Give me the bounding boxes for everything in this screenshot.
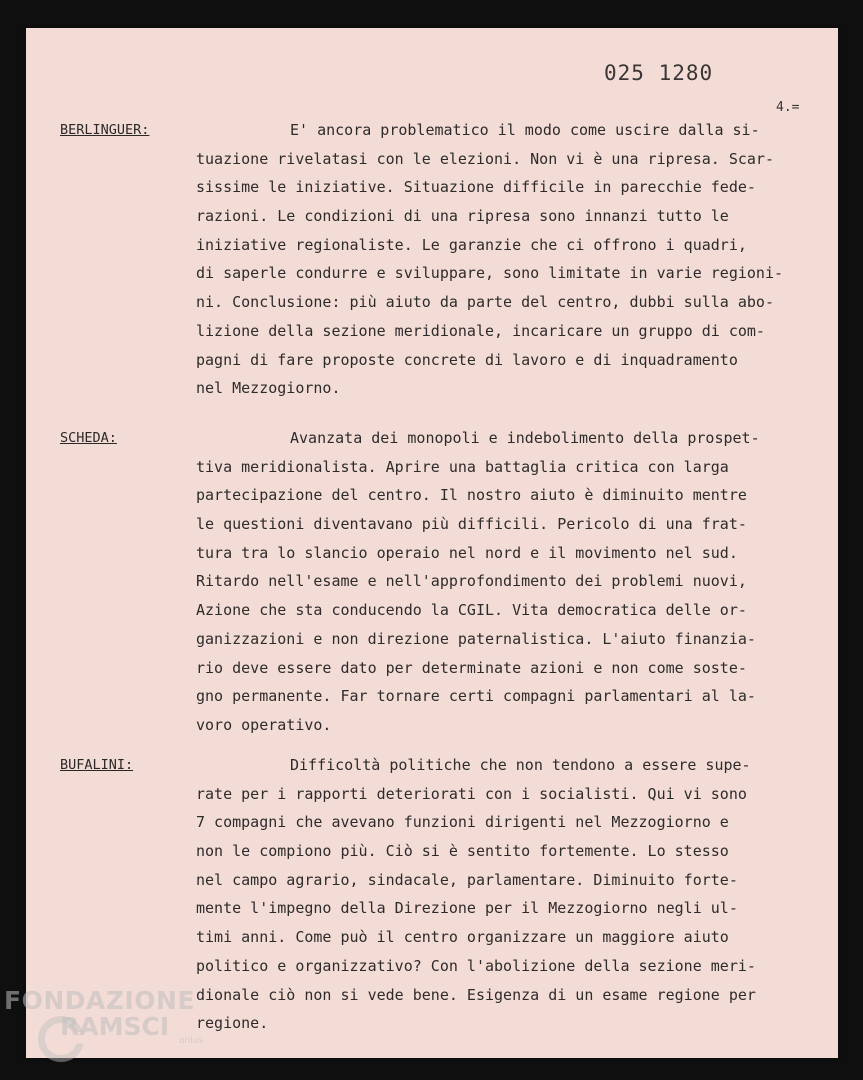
speech-line: non le compiono più. Ciò si è sentito fortemente. Lo stesso	[196, 842, 729, 861]
fondazione-gramsci-logo	[4, 988, 203, 1046]
logo-line-1: FONDAZIONE	[4, 986, 196, 1015]
speech-line: Avanzata dei monopoli e indebolimento della prospet-	[290, 429, 760, 447]
speech-line: gno permanente. Far tornare certi compagni parlamentari al la-	[196, 687, 756, 706]
speech-line: tura tra lo slancio operaio nel nord e il movimento nel sud.	[196, 543, 738, 562]
speaker-berlinguer: BERLINGUER:	[60, 122, 150, 138]
speech-line: nel Mezzogiorno.	[196, 379, 341, 398]
speech-line: voro operativo.	[196, 715, 332, 734]
speech-line: Azione che sta conducendo la CGIL. Vita democratica delle or-	[196, 601, 747, 620]
speech-line: sissime le iniziative. Situazione difficile in parecchie fede-	[196, 178, 756, 197]
speech-line: tuazione rivelatasi con le elezioni. Non vi è una ripresa. Scar-	[196, 149, 774, 168]
speech-line: nel campo agrario, sindacale, parlamentare. Diminuito forte-	[196, 870, 738, 889]
speaker-scheda: SCHEDA:	[60, 430, 117, 446]
speech-line: regione.	[196, 1014, 269, 1033]
speech-scheda	[196, 424, 816, 740]
speech-line: Difficoltà politiche che non tendono a essere supe-	[290, 756, 751, 774]
speech-line: iniziative regionaliste. Le garanzie che ci offrono i quadri,	[196, 235, 747, 254]
speech-line: pagni di fare proposte concrete di lavoro e di inquadramento	[196, 350, 738, 369]
speech-bufalini	[196, 751, 816, 1038]
speech-line: ni. Conclusione: più aiuto da parte del centro, dubbi sulla abo-	[196, 293, 774, 312]
speech-line: timi anni. Come può il centro organizzare un maggiore aiuto	[196, 928, 729, 947]
logo-line-3: onlus	[179, 1036, 204, 1046]
speech-line: le questioni diventavano più difficili. Pericolo di una frat-	[196, 515, 747, 534]
page-number: 4.=	[776, 100, 800, 115]
speech-line: mente l'impegno della Direzione per il Mezzogiorno negli ul-	[196, 899, 738, 918]
speech-line: dionale ciò non si vede bene. Esigenza di un esame regione per	[196, 985, 756, 1004]
speech-line: tiva meridionalista. Aprire una battaglia critica con larga	[196, 457, 729, 476]
speech-line: lizione della sezione meridionale, incaricare un gruppo di com-	[196, 321, 765, 340]
speech-line: razioni. Le condizioni di una ripresa sono innanzi tutto le	[196, 207, 729, 226]
speech-line: di saperle condurre e sviluppare, sono limitate in varie regioni-	[196, 264, 783, 283]
speech-line: ganizzazioni e non direzione paternalistica. L'aiuto finanzia-	[196, 629, 756, 648]
speech-line: 7 compagni che avevano funzioni dirigenti nel Mezzogiorno e	[196, 813, 729, 832]
document-page	[26, 28, 838, 1058]
speech-line: rio deve essere dato per determinate azioni e non come soste-	[196, 658, 747, 677]
speaker-bufalini: BUFALINI:	[60, 757, 134, 773]
logo-line-2: RAMSCI	[60, 1012, 170, 1041]
document-number: 025 1280	[604, 61, 714, 85]
speech-line: Ritardo nell'esame e nell'approfondimento dei problemi nuovi,	[196, 572, 747, 591]
speech-line: partecipazione del centro. Il nostro aiuto è diminuito mentre	[196, 486, 747, 505]
speech-line: E' ancora problematico il modo come uscire dalla si-	[290, 121, 760, 139]
speech-line: rate per i rapporti deteriorati con i socialisti. Qui vi sono	[196, 784, 747, 803]
speech-berlinguer	[196, 116, 816, 403]
speech-line: politico e organizzativo? Con l'abolizione della sezione meri-	[196, 956, 756, 975]
